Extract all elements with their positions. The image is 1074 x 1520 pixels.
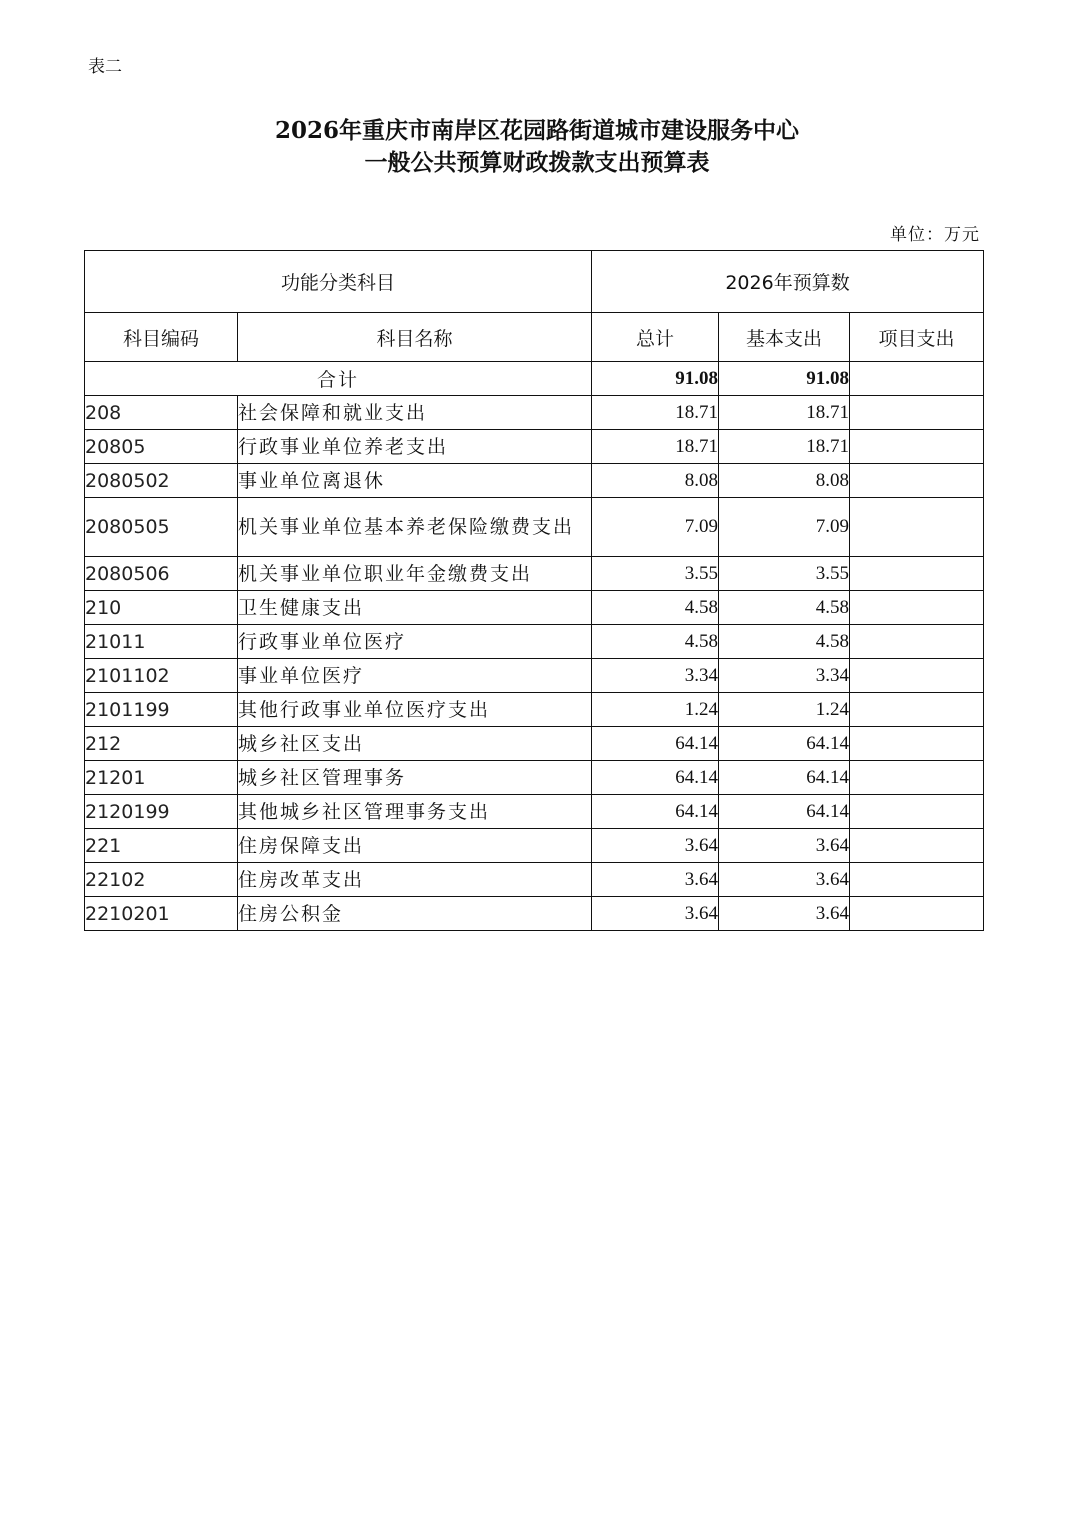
cell-name: 机关事业单位基本养老保险缴费支出 — [238, 498, 592, 557]
table-header — [85, 251, 984, 362]
cell-name: 城乡社区管理事务 — [238, 761, 592, 795]
cell-total: 1.24 — [592, 693, 719, 727]
cell-code: 2080506 — [85, 557, 238, 591]
cell-total: 4.58 — [592, 625, 719, 659]
table-row — [85, 659, 984, 693]
cell-basic: 3.34 — [719, 659, 850, 693]
cell-total: 3.55 — [592, 557, 719, 591]
cell-name: 机关事业单位职业年金缴费支出 — [238, 557, 592, 591]
table-row — [85, 430, 984, 464]
cell-name: 行政事业单位养老支出 — [238, 430, 592, 464]
table-row — [85, 625, 984, 659]
cell-name: 住房公积金 — [238, 897, 592, 931]
cell-basic: 4.58 — [719, 625, 850, 659]
cell-code: 2120199 — [85, 795, 238, 829]
cell-code: 21011 — [85, 625, 238, 659]
cell-code: 2080505 — [85, 498, 238, 557]
cell-basic: 18.71 — [719, 430, 850, 464]
cell-basic: 1.24 — [719, 693, 850, 727]
cell-project — [850, 464, 984, 498]
cell-project — [850, 795, 984, 829]
cell-project — [850, 430, 984, 464]
table-row — [85, 761, 984, 795]
cell-total: 18.71 — [592, 396, 719, 430]
cell-name: 行政事业单位医疗 — [238, 625, 592, 659]
cell-project — [850, 498, 984, 557]
cell-total: 8.08 — [592, 464, 719, 498]
table-body — [85, 362, 984, 931]
cell-code: 22102 — [85, 863, 238, 897]
header-basic: 基本支出 — [719, 313, 850, 362]
table-row — [85, 464, 984, 498]
cell-basic: 18.71 — [719, 396, 850, 430]
cell-code: 20805 — [85, 430, 238, 464]
table-row — [85, 897, 984, 931]
header-total: 总计 — [592, 313, 719, 362]
table-row — [85, 693, 984, 727]
total-project — [850, 362, 984, 396]
unit-label: 单位：万元 — [890, 225, 980, 245]
table-row — [85, 863, 984, 897]
cell-basic: 64.14 — [719, 795, 850, 829]
cell-basic: 3.64 — [719, 897, 850, 931]
budget-table — [84, 250, 984, 931]
cell-total: 7.09 — [592, 498, 719, 557]
header-function-group: 功能分类科目 — [85, 251, 592, 313]
cell-name: 住房改革支出 — [238, 863, 592, 897]
cell-total: 3.64 — [592, 863, 719, 897]
header-project: 项目支出 — [850, 313, 984, 362]
page-title: 2026年重庆市南岸区花园路街道城市建设服务中心 — [274, 117, 799, 144]
cell-basic: 4.58 — [719, 591, 850, 625]
cell-project — [850, 829, 984, 863]
cell-basic: 3.64 — [719, 829, 850, 863]
cell-total: 3.64 — [592, 829, 719, 863]
cell-project — [850, 727, 984, 761]
cell-name: 社会保障和就业支出 — [238, 396, 592, 430]
cell-code: 2101102 — [85, 659, 238, 693]
cell-code: 221 — [85, 829, 238, 863]
table-label: 表二 — [88, 57, 122, 77]
total-label: 合计 — [85, 362, 592, 396]
cell-basic: 3.64 — [719, 863, 850, 897]
cell-name: 其他行政事业单位医疗支出 — [238, 693, 592, 727]
cell-basic: 3.55 — [719, 557, 850, 591]
cell-total: 4.58 — [592, 591, 719, 625]
table-row — [85, 727, 984, 761]
total-total: 91.08 — [592, 362, 719, 396]
cell-total: 18.71 — [592, 430, 719, 464]
cell-project — [850, 591, 984, 625]
cell-name: 其他城乡社区管理事务支出 — [238, 795, 592, 829]
table-row — [85, 795, 984, 829]
header-name: 科目名称 — [238, 313, 592, 362]
cell-name: 城乡社区支出 — [238, 727, 592, 761]
cell-total: 64.14 — [592, 761, 719, 795]
cell-project — [850, 761, 984, 795]
cell-name: 卫生健康支出 — [238, 591, 592, 625]
cell-project — [850, 693, 984, 727]
cell-code: 212 — [85, 727, 238, 761]
table-row — [85, 829, 984, 863]
cell-code: 210 — [85, 591, 238, 625]
cell-total: 3.64 — [592, 897, 719, 931]
cell-total: 3.34 — [592, 659, 719, 693]
cell-project — [850, 625, 984, 659]
cell-basic: 8.08 — [719, 464, 850, 498]
cell-code: 208 — [85, 396, 238, 430]
cell-code: 2210201 — [85, 897, 238, 931]
table-row — [85, 591, 984, 625]
cell-basic: 64.14 — [719, 761, 850, 795]
cell-project — [850, 557, 984, 591]
page-subtitle: 一般公共预算财政拨款支出预算表 — [364, 149, 710, 176]
cell-project — [850, 396, 984, 430]
cell-code: 2101199 — [85, 693, 238, 727]
cell-code: 2080502 — [85, 464, 238, 498]
table-row — [85, 396, 984, 430]
total-row — [85, 362, 984, 396]
cell-total: 64.14 — [592, 727, 719, 761]
cell-code: 21201 — [85, 761, 238, 795]
cell-project — [850, 863, 984, 897]
cell-total: 64.14 — [592, 795, 719, 829]
table-row — [85, 557, 984, 591]
cell-project — [850, 897, 984, 931]
cell-name: 事业单位医疗 — [238, 659, 592, 693]
cell-name: 住房保障支出 — [238, 829, 592, 863]
total-basic: 91.08 — [719, 362, 850, 396]
cell-project — [850, 659, 984, 693]
cell-basic: 7.09 — [719, 498, 850, 557]
table-row — [85, 498, 984, 557]
cell-name: 事业单位离退休 — [238, 464, 592, 498]
cell-basic: 64.14 — [719, 727, 850, 761]
header-budget-group: 2026年预算数 — [592, 251, 984, 313]
header-code: 科目编码 — [85, 313, 238, 362]
